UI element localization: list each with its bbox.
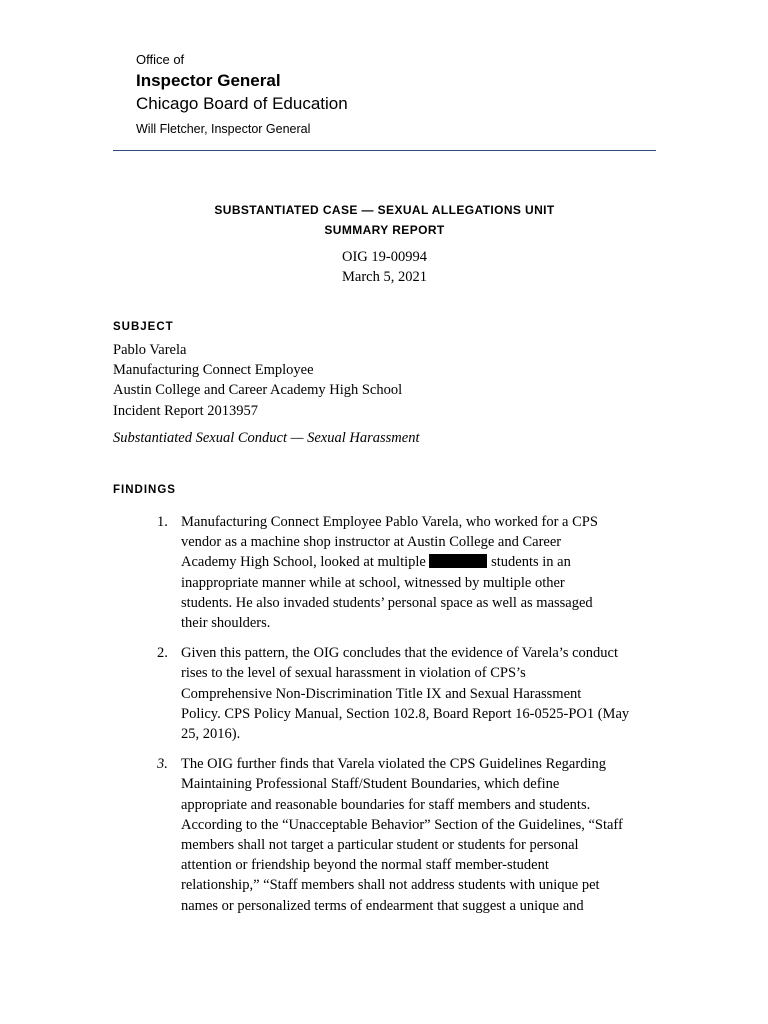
finding-line: students. He also invaded students’ personal space as well as massaged [181,594,593,611]
case-number: OIG 19-00994 [342,249,427,265]
finding-line: According to the “Unacceptable Behavior” Section of the Guidelines, “Staff [181,816,623,833]
finding-text: students in an [491,554,571,571]
finding-item-3 [113,754,658,916]
finding-line: relationship,” “Staff members shall not address students with unique pet [181,877,600,894]
finding-line: vendor as a machine shop instructor at Austin College and Career [181,534,562,551]
subject-details [113,340,402,421]
finding-text: Academy High School, looked at multiple [181,554,426,571]
finding-line: attention or friendship beyond the normal staff member-student [181,857,549,874]
subject-name: Pablo Varela [113,342,187,358]
header-divider [113,150,656,151]
inspector-general-name: Will Fletcher, Inspector General [136,122,311,136]
case-info [113,247,656,287]
finding-line: Maintaining Professional Staff/Student Boundaries, which define [181,776,560,793]
finding-item-1 [113,512,658,633]
finding-line: Given this pattern, the OIG concludes that the evidence of Varela’s conduct [181,645,619,662]
finding-line: Policy. CPS Policy Manual, Section 102.8, Board Report 16-0525-PO1 (May [181,705,630,722]
report-title-line-2: SUMMARY REPORT [324,223,445,237]
findings-list [113,512,658,926]
report-title-line-1: SUBSTANTIATED CASE — SEXUAL ALLEGATIONS UNIT [214,203,555,217]
findings-heading: FINDINGS [113,484,176,496]
letterhead [136,52,348,138]
violation-type: Substantiated Sexual Conduct — Sexual Harassment [113,430,420,446]
finding-line: their shoulders. [181,615,271,632]
report-date: March 5, 2021 [342,269,427,285]
subject-school: Austin College and Career Academy High School [113,382,403,399]
report-title [113,200,656,240]
office-of-label: Office of [136,52,185,67]
subject-position: Manufacturing Connect Employee [113,362,314,379]
finding-line: 25, 2016). [181,726,241,743]
finding-line: members shall not target a particular student or students for personal [181,837,579,854]
finding-line: names or personalized terms of endearment that suggest a unique and [181,897,584,914]
finding-number: 2. [157,645,168,662]
redaction-box [429,554,487,568]
finding-number: 3. [157,756,168,773]
finding-line: Manufacturing Connect Employee Pablo Varela, who worked for a CPS [181,514,598,530]
office-title: Inspector General [136,71,281,90]
organization-name: Chicago Board of Education [136,94,348,113]
incident-report: Incident Report 2013957 [113,402,258,419]
finding-line: The OIG further finds that Varela violated the CPS Guidelines Regarding [181,756,606,773]
subject-heading: SUBJECT [113,321,174,333]
finding-line: inappropriate manner while at school, witnessed by multiple other [181,574,565,591]
finding-number: 1. [157,514,168,530]
finding-line: Comprehensive Non-Discrimination Title IX and Sexual Harassment [181,685,582,702]
finding-item-2 [113,643,658,744]
finding-line: appropriate and reasonable boundaries for staff members and students. [181,796,591,813]
finding-line: rises to the level of sexual harassment in violation of CPS’s [181,665,526,682]
finding-line-with-redaction [181,552,658,572]
